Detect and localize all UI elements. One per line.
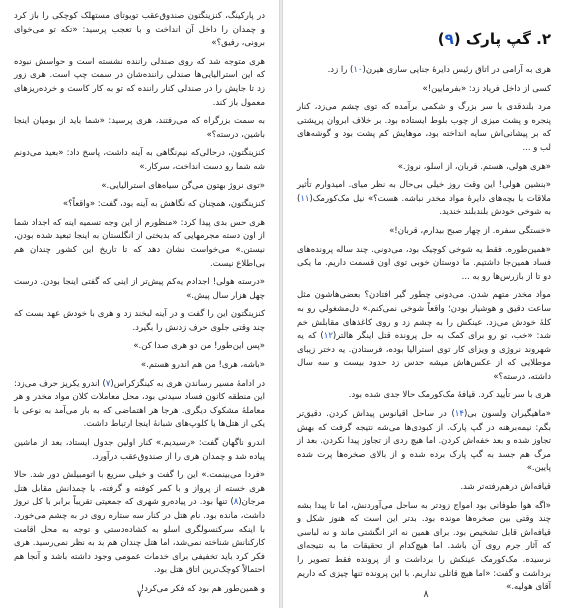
paragraph-text: «باشه، هری! من هم اندرو هستم.» <box>140 360 265 371</box>
paragraph-text: ) را زد. <box>327 65 354 75</box>
footnote-ref[interactable]: ۱۱ <box>300 193 310 204</box>
paragraph <box>297 161 551 175</box>
paragraph <box>14 180 265 194</box>
paragraph-text: «ماهیگیران ولسون بی( <box>463 409 551 420</box>
paragraph-text: کنزینگتون، درحالی‌که نیم‌نگاهی به آینه داشت، پاسخ داد: «بعید می‌دونم شه شما رو دست انداخت، سرکار.» <box>14 148 265 172</box>
footnote-ref[interactable]: ۸ <box>233 497 239 508</box>
footnote-ref[interactable]: ۱۲ <box>323 331 333 342</box>
paragraph-text: ) در ساحل اقیانوس پیداش کردن. دقیق‌تر بگم: نیمه‌برهنه در گپ پارک. از کبودی‌ها می‌شه نتیجه گرفت که بهش تجاوز شده و بعد خفه‌اش کردن. اما هیچ ردی از تجاوز پیدا نکردن. بعد از مرگ هم جسد به گپ پارک برده شده و از بالای صخره‌ها پرت شده پایین.» <box>297 409 551 474</box>
footnote-ref[interactable]: ۱۰ <box>353 65 363 75</box>
paragraph <box>297 289 551 384</box>
paragraph <box>14 147 265 174</box>
chapter-footnote-ref[interactable]: ۹ <box>444 30 454 48</box>
left-page-body <box>14 10 265 597</box>
paragraph-text: «همین‌طوره. فقط یه شوخی کوچیک بود، می‌دونی. چند ساله پرونده‌های فساد همین‌جا داشتیم. ما دوستان خوبی توی اون قسمت داریم. ما یکی دو تا از بازرس‌ها رو به ... <box>297 244 551 282</box>
paragraph-text: اندرو ناگهان گفت: «رسیدیم.» کنار اولین جدول ایستاد، بعد از ماشین پیاده شد و چمدان هری را از صندوق‌عقب درآورد. <box>14 438 265 462</box>
paragraph-text: «توی نروژ بهتون می‌گن سیاه‌های استرالیایی.» <box>101 180 265 191</box>
paragraph <box>14 469 265 578</box>
right-page <box>283 0 569 608</box>
paragraph <box>14 340 265 354</box>
paragraph-text: ) اندرو یکریز حرف می‌زد: این منطقه کانون فساد سیدنی بود، محل معاملات کلان مواد مخدر و هر معاملهٔ مشکوک دیگری. هرجا هر اهتماضی که به بار می‌آمد به نوعی با یکی از هتل‌ها یا کلوپ‌های شبانهٔ اینجا ارتباط داشت. <box>14 378 265 430</box>
right-page-body <box>297 64 551 595</box>
paragraph <box>297 64 551 78</box>
chapter-title: ۲. گپ پارک (۹) <box>437 30 551 48</box>
paragraph <box>297 408 551 476</box>
paragraph-text: هری به آرامی در اتاق رئیس دایرهٔ جنایی ساری هیرن( <box>362 65 551 75</box>
paragraph-text: مرد بلندقدی با سر بزرگ و شکمی برآمده که توی چشم می‌زد، کنار پنجره و پشت میزی از چوب بلوط ایستاده بود. بر خلاف ابروان پرپشتی که بر پیشانی‌اش سایه انداخته بود، موهایش کم پشت بود و گوشه‌های لب و ... <box>297 102 551 153</box>
footnote-ref[interactable]: ۷ <box>105 378 111 389</box>
paragraph-text: مواد مخدر متهم شدن. می‌دونی چطور گیر افتادن؟ بعضی‌هاشون مثل ساعت دقیق و هوشیار بودن؛ واقعاً شوخی نمی‌کنم.» دل‌مشغولی رو به کلهٔ خودش می‌زد. عینکش را به چشم زد و روی کاغذهای مقابلش خم شد: «خب، تو رو برای کمک به حل پرونده قتل اینگر هالتر( <box>297 290 551 342</box>
paragraph <box>14 308 265 335</box>
paragraph <box>14 10 265 51</box>
paragraph <box>297 225 551 239</box>
footnote-ref[interactable]: ۱۴ <box>454 409 464 420</box>
paragraph <box>297 83 551 97</box>
page-number-right: ۸ <box>423 589 429 600</box>
paragraph <box>297 244 551 285</box>
paragraph-text: «پس این‌طور! من دو هری صدا کن.» <box>133 341 265 352</box>
paragraph-text: «فردا می‌بینمت.» این را گفت و خیلی سریع با اتومبیلش دور شد. حالا هری خسته از پرواز و با کمر کوفته و گرفته، با چمدانش مقابل هتل مرجان( <box>14 470 265 508</box>
paragraph <box>14 56 265 110</box>
paragraph <box>14 115 265 142</box>
paragraph <box>14 378 265 432</box>
paragraph-text: در ادامهٔ مسیر رساندن هری به کینگزکراس( <box>110 378 265 389</box>
paragraph <box>14 198 265 212</box>
paragraph-text: «بنشین هولی! این وقت روز خیلی بی‌حال به نظر میای. امیدوارم تأثیر ملاقات با بچه‌های دایرهٔ مواد مخدر نباشه. هست؟» نیل مک‌کورمک( <box>297 180 551 204</box>
paragraph <box>14 359 265 373</box>
paragraph-text: ) به شوخی خودش بلندبلند خندید. <box>297 193 551 218</box>
page-number-left: ۷ <box>136 589 143 600</box>
paragraph-text: ) که یه شهروند نروژی و ویزای کار توی استرالیا بوده، فرستادن. یه دختر زیبای موطلایی که از عکس‌هاش میشه حدس زد حدود بیست و سه سال داشته، درسته؟» <box>297 331 551 382</box>
paragraph-text: هری حس بدی پیدا کرد: «منظورم از این وجه تسمیه اینه که اجداد شما از اون دسته مجرمهایی که بدبختی از انگلستان به اینجا تبعید شده بودن، نیستن.» می‌خواست نشان دهد که تا تاریخ این کشور چندان هم بی‌اطلاع نیست. <box>14 217 265 269</box>
paragraph <box>297 389 551 403</box>
paragraph <box>297 179 551 220</box>
book-gutter <box>279 0 283 608</box>
paragraph-text: در پارکینگ، کنزینگتون صندوق‌عقب تویوتای مستهلک کوچکی را باز کرد و چمدان را داخل آن انداخت و با تعجب پرسید: «تکه تو می‌خوای برونی، رفیق؟» <box>14 11 265 49</box>
paragraph-text: «هری هولی، هستم. قربان، از اسلو، نروژ.» <box>397 161 551 172</box>
paragraph <box>14 217 265 271</box>
paragraph-text: و همین‌طور هم بود که فکر می‌کرد! <box>140 583 265 594</box>
paragraph-text: «درسته هولی! اجدادم یه‌کم پیش‌تر از اینی که گفتی اینجا بودن. درست چهل هزار سال پیش.» <box>14 277 265 301</box>
left-page <box>0 0 279 608</box>
paragraph <box>14 437 265 464</box>
paragraph <box>14 276 265 303</box>
paragraph <box>297 500 551 595</box>
paragraph-text: کسی از داخل فریاد زد: «بفرمایین!» <box>422 83 551 94</box>
paragraph-text: کنزینگتون، همچنان که نگاهش به آینه بود، گفت: «واقعاً؟» <box>62 199 265 210</box>
paragraph-text: هری با سر تأیید کرد. قیافهٔ مک‌کورمک حالا جدی شده بود. <box>348 390 551 401</box>
paragraph-text: ) تنها بود. در پیاده‌رو شهری که جمعیتی تقریباً برابر با کل نروژ داشت، مانده بود. نام هتل در کنار سه ستاره روی در به چشم می‌خورد. با اینکه سرکنسولگری اسلو به کشاده‌دستی و توجه به محل اقامت کارکنانش شناخته نمی‌شد، اما هتل چندان هم بد به نظر نمی‌رسید. هری فکر کرد باید تخفیفی برای خدمات عمومی وجود داشته باشد و آنجا هم احتمالاً کوچک‌ترین اتاق هتل بود. <box>14 497 265 576</box>
paragraph-text: قیافه‌اش درهم‌رفته‌تر شد. <box>460 482 551 493</box>
paragraph-text: به سمت بزرگراه که می‌رفتند، هری پرسید: «شما باید از بومیان اینجا باشین، درسته؟» <box>14 116 265 140</box>
paragraph-text: «خستگی سفره. از چهار صبح بیدارم، قربان!» <box>389 225 551 236</box>
paragraph-text: «اگه هوا طوفانی بود امواج زودتر به ساحل می‌آوردنش، اما تا پیدا بشه چند وقتی بین صخره‌ها مونده بود. بدتر این است که هنوز شکل و قیافه‌اش قابل تشخیص بود. برای همین نه اثر انگشتی ماند و نه لباسی که آثار جرم روی آن باشد. اما هیچ‌کدام از تحقیقات ما به نتیجه‌ای نرسیده. مک‌کورمک عینکش را برداشت و از پرونده فقط تصویر را برداشت و گفت: «اما هیچ قاتلی نداریم. با این پرونده تنها چیزی که داریم آقای هولیه.» <box>297 500 551 593</box>
paragraph <box>297 101 551 155</box>
paragraph <box>297 481 551 495</box>
paragraph-text: کنزینگتون این را گفت و در آینه لبخند زد و هری با خودش عهد بست که چند وقتی جلوی حرف زدنش را بگیرد. <box>14 309 265 333</box>
paragraph-text: هری متوجه شد که روی صندلی راننده نشسته است و حواسش نبوده که این استرالیایی‌ها صندلی راننده‌شان در سمت چپ است. هری زور زد تا جایش را در صندلی کنار راننده که تو به کار کاست و خرده‌ریزهای معمول باز کند. <box>14 56 265 108</box>
